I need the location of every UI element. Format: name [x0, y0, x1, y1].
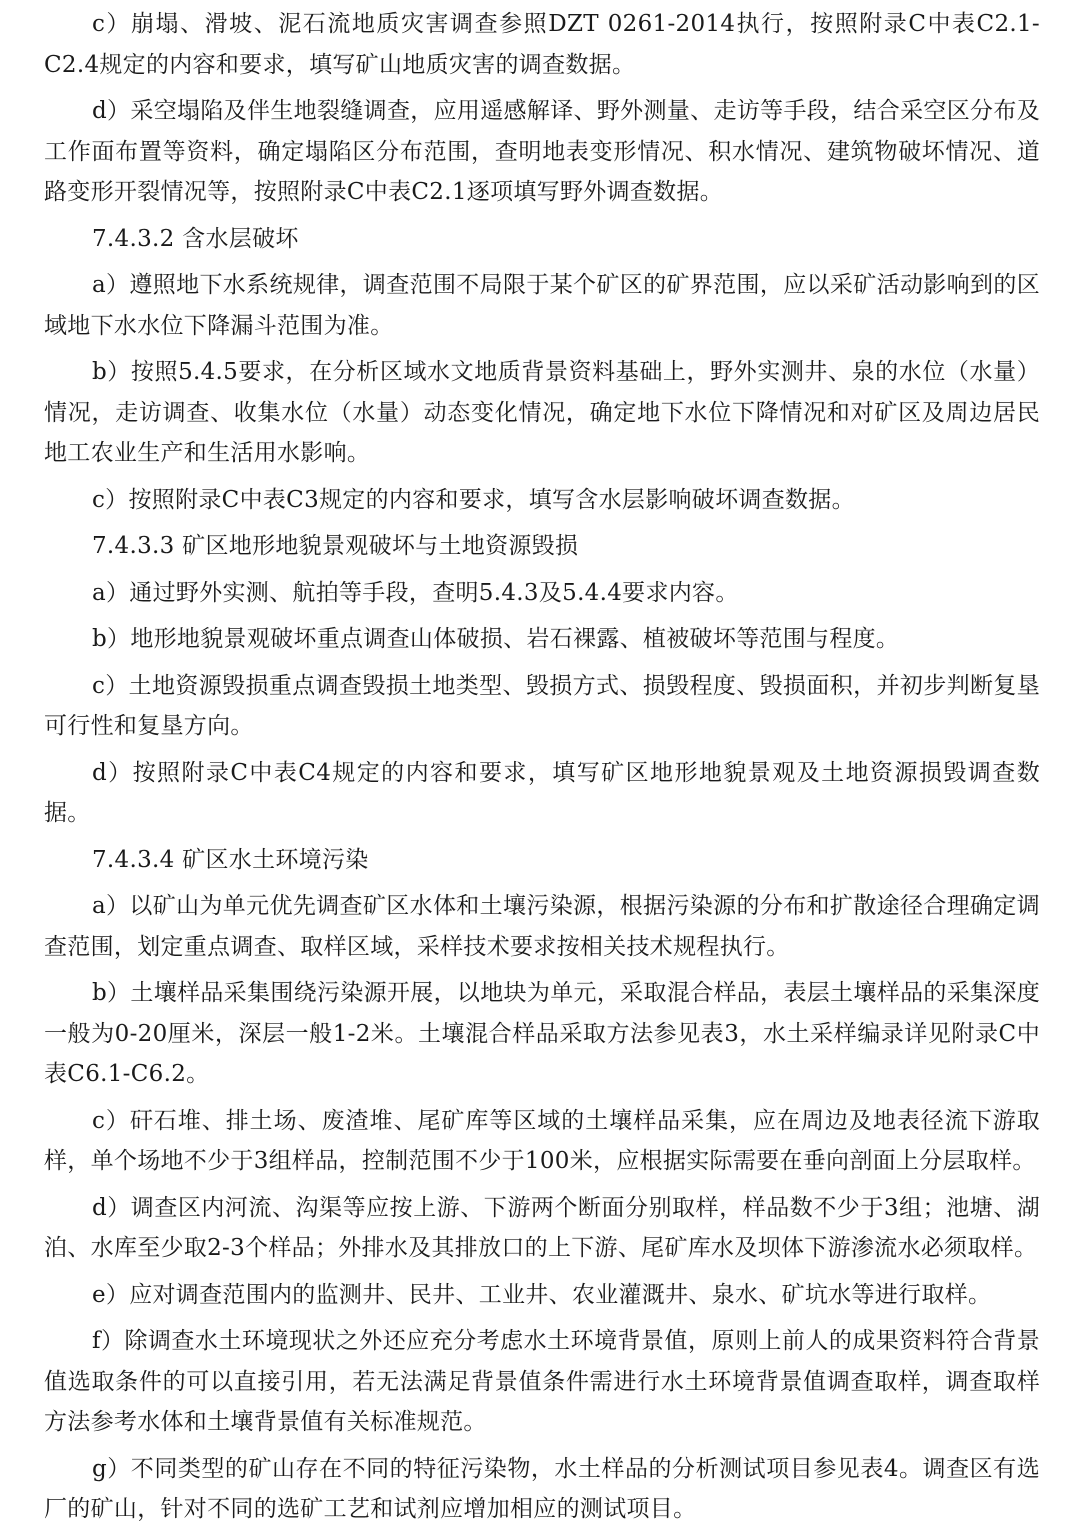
paragraph-d-land-data: d）按照附录C中表C4规定的内容和要求，填写矿区地形地貌景观及土地资源损毁调查数据。: [44, 759, 1040, 826]
paragraph-c-waste-sites: c）矸石堆、排土场、废渣堆、尾矿库等区域的土壤样品采集，应在周边及地表径流下游取样，单个场地不少于3组样品，控制范围不少于100米，应根据实际需要在垂向剖面上分层取样。: [44, 1107, 1040, 1174]
paragraph-d-subsidence: d）采空塌陷及伴生地裂缝调查，应用遥感解译、野外测量、走访等手段，结合采空区分布及工作面布置等资料，确定塌陷区分布范围，查明地表变形情况、积水情况、建筑物破坏情况、道路变形开裂情况等，按照附录C中表C2.1逐项填写野外调查数据。: [44, 98, 1040, 205]
paragraph-a-field-survey: a）通过野外实测、航拍等手段，查明5.4.3及5.4.4要求内容。: [92, 579, 739, 606]
section-heading-7-4-3-4: 7.4.3.4 矿区水土环境污染: [92, 846, 369, 873]
paragraph-e-wells: e）应对调查范围内的监测井、民井、工业井、农业灌溉井、泉水、矿坑水等进行取样。: [92, 1281, 992, 1308]
paragraph-b-soil-sampling: b）土壤样品采集围绕污染源开展，以地块为单元，采取混合样品，表层土壤样品的采集深度一般为0-20厘米，深层一般1-2米。土壤混合样品采取方法参见表3，水土采样编录详见附录C中表C6.1-C6.2。: [44, 980, 1040, 1087]
paragraph-c-geohazard: c）崩塌、滑坡、泥石流地质灾害调查参照DZT 0261-2014执行，按照附录C中表C2.1-C2.4规定的内容和要求，填写矿山地质灾害的调查数据。: [44, 11, 1040, 78]
paragraph-g-pollutants: g）不同类型的矿山存在不同的特征污染物，水土样品的分析测试项目参见表4。调查区有选厂的矿山，针对不同的选矿工艺和试剂应增加相应的测试项目。: [44, 1455, 1040, 1522]
section-heading-7-4-3-3: 7.4.3.3 矿区地形地貌景观破坏与土地资源毁损: [92, 533, 579, 559]
document-page: [44, 4, 1040, 1536]
section-heading-7-4-3-2: 7.4.3.2 含水层破坏: [92, 225, 299, 252]
paragraph-b-landscape: b）地形地貌景观破坏重点调查山体破损、岩石裸露、植被破坏等范围与程度。: [92, 626, 900, 652]
paragraph-d-water-sampling: d）调查区内河流、沟渠等应按上游、下游两个断面分别取样，样品数不少于3组；池塘、湖泊、水库至少取2-3个样品；外排水及其排放口的上下游、尾矿库水及坝体下游渗流水必须取样。: [44, 1194, 1040, 1261]
paragraph-c-aquifer-data: c）按照附录C中表C3规定的内容和要求，填写含水层影响破坏调查数据。: [92, 486, 855, 513]
paragraph-b-water-level: b）按照5.4.5要求，在分析区域水文地质背景资料基础上，野外实测井、泉的水位（水量）情况，走访调查、收集水位（水量）动态变化情况，确定地下水位下降情况和对矿区及周边居民地工农业生产和生活用水影响。: [44, 359, 1040, 466]
paragraph-c-land-damage: c）土地资源毁损重点调查毁损土地类型、毁损方式、损毁程度、毁损面积，并初步判断复垦可行性和复垦方向。: [44, 672, 1040, 739]
paragraph-a-groundwater-scope: a）遵照地下水系统规律，调查范围不局限于某个矿区的矿界范围，应以采矿活动影响到的区域地下水水位下降漏斗范围为准。: [44, 272, 1040, 339]
paragraph-f-background: f）除调查水土环境现状之外还应充分考虑水土环境背景值，原则上前人的成果资料符合背景值选取条件的可以直接引用，若无法满足背景值条件需进行水土环境背景值调查取样，调查取样方法参考水体和土壤背景值有关标准规范。: [44, 1328, 1040, 1435]
paragraph-a-pollution-source: a）以矿山为单元优先调查矿区水体和土壤污染源，根据污染源的分布和扩散途径合理确定调查范围，划定重点调查、取样区域，采样技术要求按相关技术规程执行。: [44, 893, 1040, 960]
